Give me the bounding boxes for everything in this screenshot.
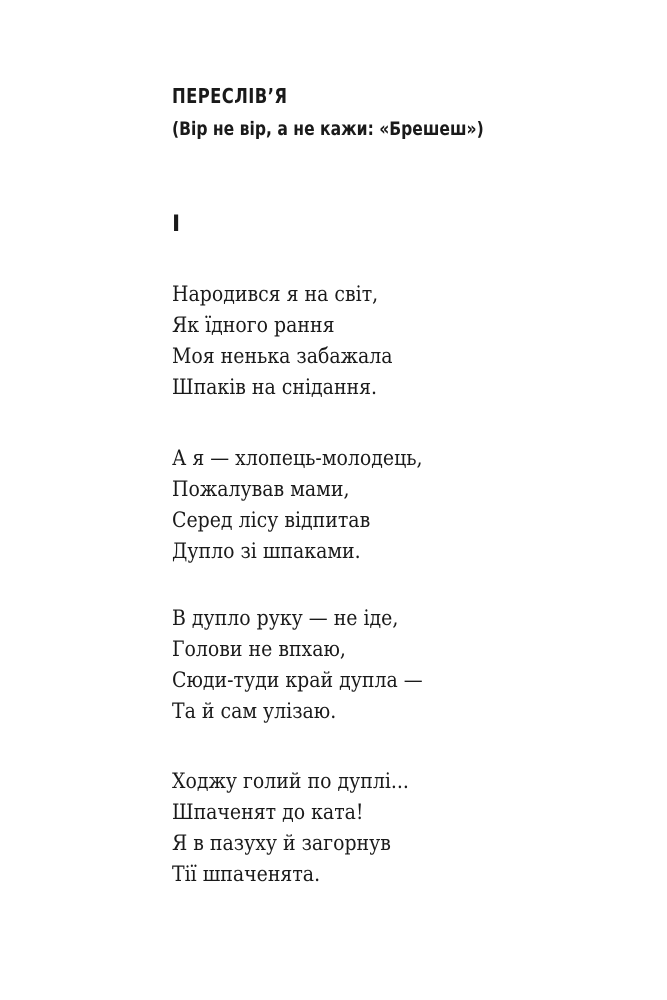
stanza-line: В дупло руку — не іде, (172, 606, 399, 630)
stanza-line: А я — хлопець-молодець, (172, 446, 423, 470)
stanza-line: Пожалував мами, (172, 477, 350, 501)
stanza-1 (172, 279, 393, 403)
stanza-3 (172, 603, 423, 727)
stanza-line: Моя ненька забажала (172, 344, 393, 368)
stanza-line: Шпаків на снідання. (172, 375, 378, 399)
section-number: I (172, 212, 181, 237)
poem-subtitle: (Вір не вір, а не кажи: «Брешеш») (172, 118, 484, 140)
stanza-line: Серед лісу відпитав (172, 508, 371, 532)
stanza-line: Тії шпаченята. (172, 862, 321, 886)
stanza-line: Народився я на світ, (172, 282, 379, 306)
stanza-line: Я в пазуху й загорнув (172, 831, 391, 855)
stanza-2 (172, 443, 423, 567)
stanza-line: Дупло зі шпаками. (172, 539, 361, 563)
stanza-line: Ходжу голий по дуплі... (172, 769, 409, 793)
stanza-line: Голови не впхаю, (172, 637, 346, 661)
stanza-4 (172, 766, 409, 890)
stanza-line: Та й сам улізаю. (172, 699, 337, 723)
poem-title: ПЕРЕСЛІВ’Я (172, 84, 288, 108)
stanza-line: Як їдного рання (172, 313, 335, 337)
stanza-line: Сюди-туди край дупла — (172, 668, 423, 692)
stanza-line: Шпаченят до ката! (172, 800, 364, 824)
